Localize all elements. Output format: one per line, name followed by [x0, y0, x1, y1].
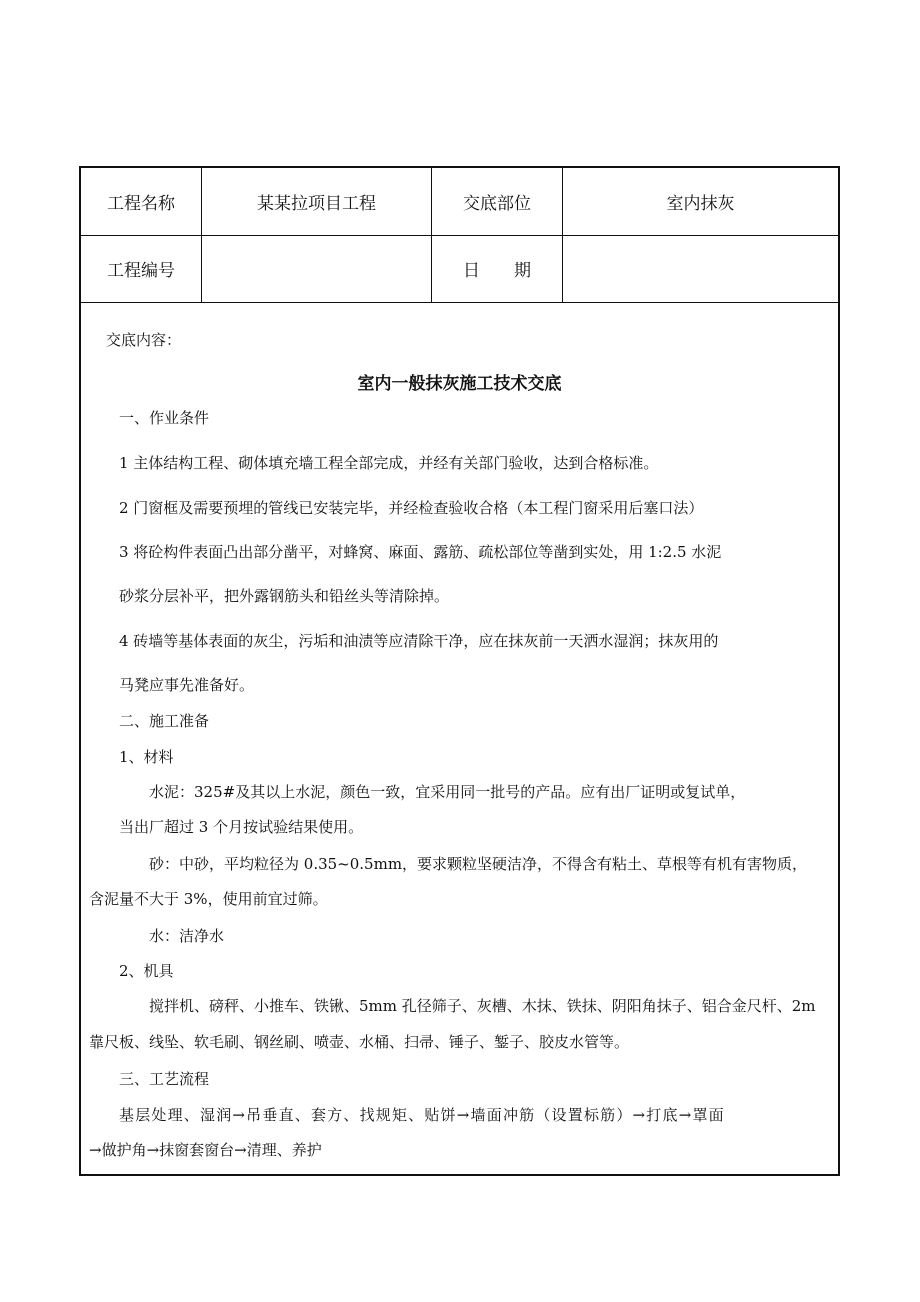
paragraph-line: 砂浆分层补平，把外露钢筋头和铅丝头等清除掉。 — [119, 587, 450, 605]
paragraph-line: 水泥：325#及其以上水泥，颜色一致，宜采用同一批号的产品。应有出厂证明或复试单， — [149, 783, 746, 801]
header-row-1 — [81, 168, 838, 236]
paragraph-line: →做护角→抹窗套窗台→清理、养护 — [89, 1141, 322, 1159]
project-name-value: 某某拉项目工程 — [201, 168, 431, 235]
paragraph-line: 砂：中砂，平均粒径为 0.35~0.5mm，要求颗粒坚硬洁净，不得含有粘土、草根等有机有害物质， — [149, 855, 808, 873]
subsection-heading: 1、材料 — [119, 748, 174, 766]
intro-label: 交底内容： — [106, 331, 182, 349]
disclosure-part-value: 室内抹灰 — [562, 168, 838, 235]
header-row-2 — [81, 235, 838, 303]
paragraph-line: 搅拌机、磅秤、小推车、铁锹、5mm 孔径筛子、灰槽、木抹、铁抹、阴阳角抹子、铝合金尺杆、2m — [149, 997, 816, 1015]
project-number-label: 工程编号 — [107, 261, 175, 281]
paragraph-line: 靠尺板、线坠、软毛刷、钢丝刷、喷壶、水桶、扫帚、锤子、錾子、胶皮水管等。 — [89, 1033, 630, 1051]
paragraph-line: 基层处理、湿润→吊垂直、套方、找规矩、贴饼→墙面冲筋（设置标筋）→打底→罩面 — [119, 1106, 725, 1124]
date-label: 日 期 — [431, 235, 562, 302]
paragraph-line: 含泥量不大于 3%，使用前宜过筛。 — [89, 890, 328, 908]
paragraph-line: 2 门窗框及需要预埋的管线已安装完毕，并经检查验收合格（本工程门窗采用后塞口法） — [119, 499, 704, 517]
project-name-label: 工程名称 — [107, 194, 175, 214]
paragraph-line: 当出厂超过 3 个月按试验结果使用。 — [119, 818, 364, 836]
section-heading: 一、作业条件 — [119, 409, 210, 427]
paragraph-line: 水：洁净水 — [149, 927, 225, 945]
document-title: 室内一般抹灰施工技术交底 — [357, 374, 562, 394]
paragraph-line: 马凳应事先准备好。 — [119, 676, 255, 694]
disclosure-table — [79, 166, 840, 1176]
disclosure-part-label: 交底部位 — [431, 168, 562, 235]
project-number-value — [201, 235, 431, 302]
subsection-heading: 2、机具 — [119, 962, 174, 980]
section-heading: 二、施工准备 — [119, 712, 210, 730]
paragraph-line: 1 主体结构工程、砌体填充墙工程全部完成，并经有关部门验收，达到合格标准。 — [119, 454, 659, 472]
paragraph-line: 4 砖墙等基体表面的灰尘，污垢和油渍等应清除干净，应在抹灰前一天洒水湿润；抹灰用的 — [119, 632, 719, 650]
section-heading: 三、工艺流程 — [119, 1070, 210, 1088]
paragraph-line: 3 将砼构件表面凸出部分凿平，对蜂窝、麻面、露筋、疏松部位等凿到实处，用 1:2.5 水泥 — [119, 543, 722, 561]
disclosure-content — [81, 302, 838, 1174]
date-value — [562, 235, 838, 302]
